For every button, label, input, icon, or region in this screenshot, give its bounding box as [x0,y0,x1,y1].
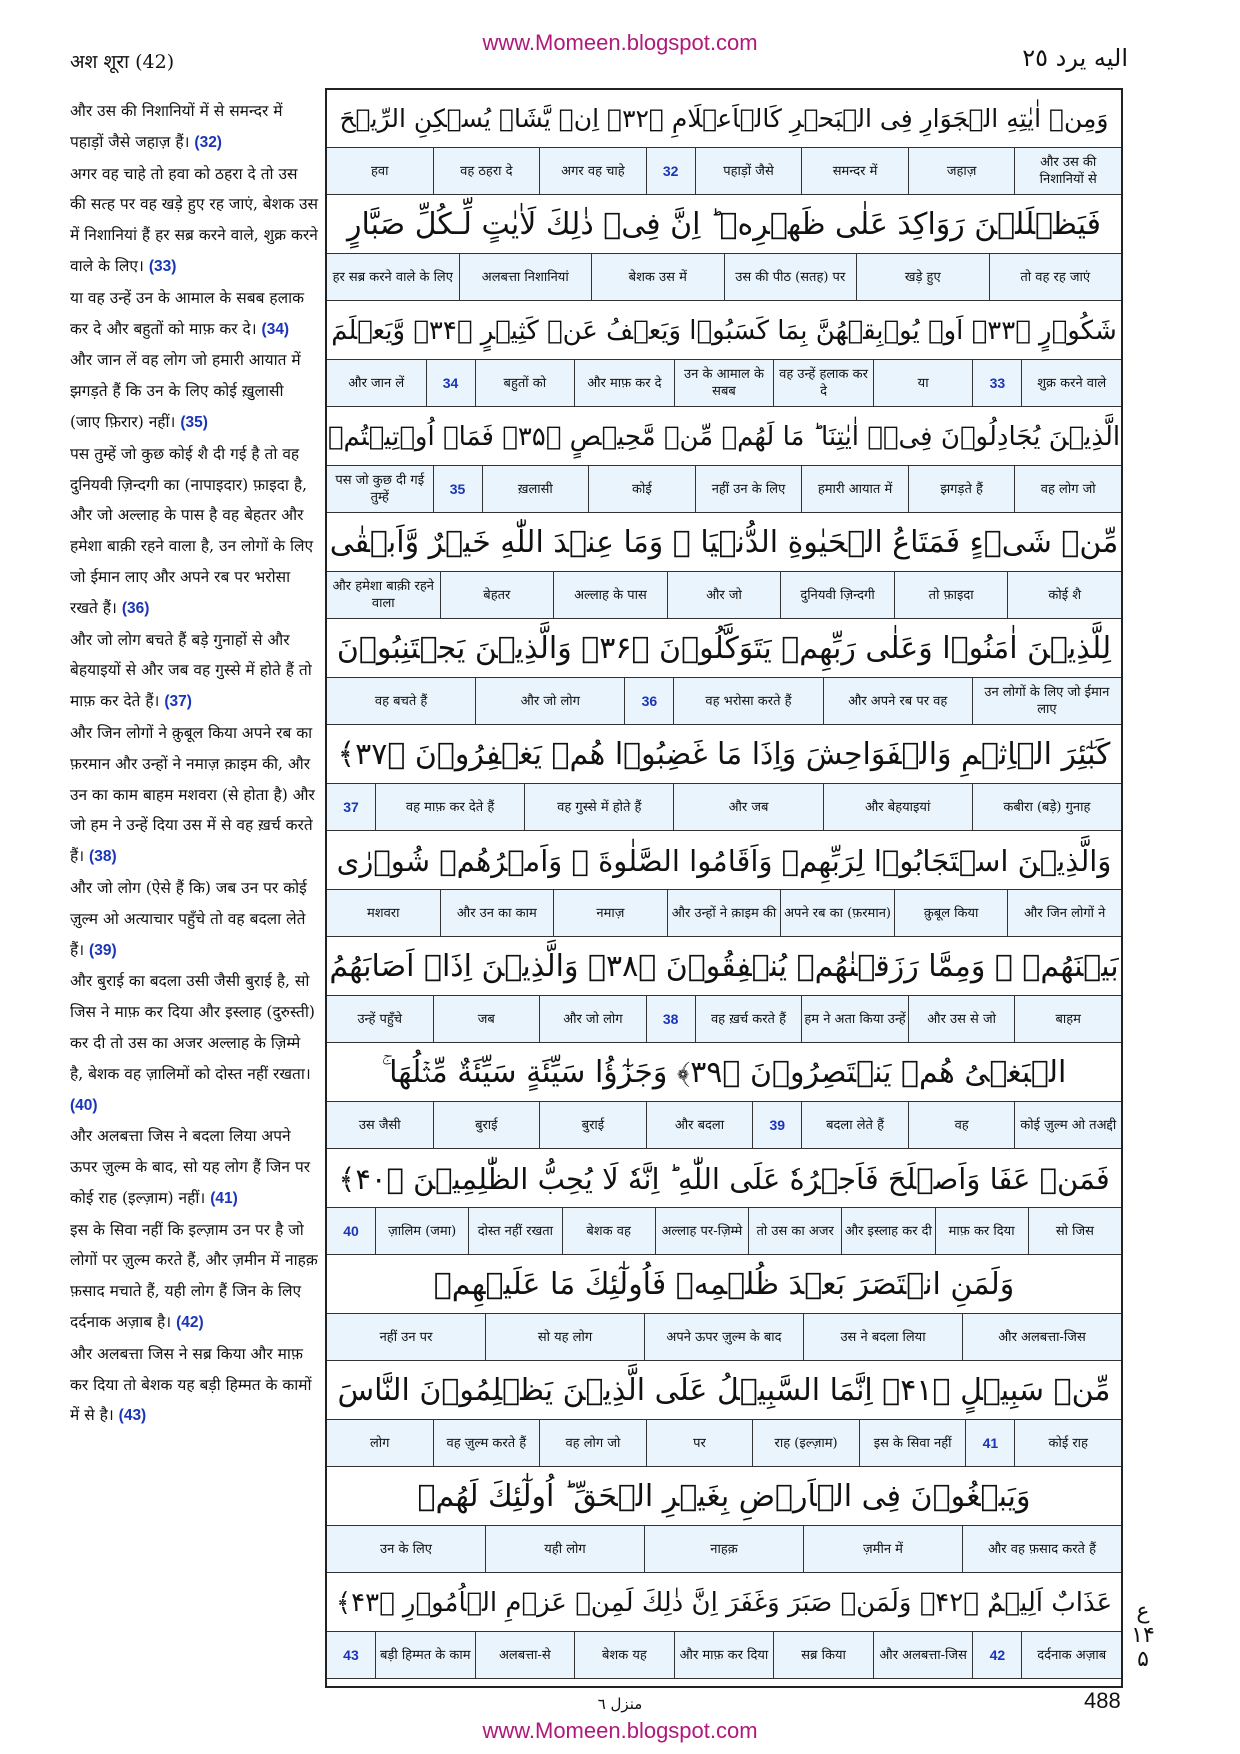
word-translation-row [327,1526,1121,1572]
word-cell: और बेहयाइयां [823,784,972,830]
arabic-line: الَّذِيۡنَ يُجَادِلُوۡنَ فِىۡۤ اٰيٰتِنَا ؕ مَا لَهُمۡ مِّنۡ مَّحِيۡصٍ ﴿۳۵﴾ فَمَاۤ اُوۡتِيۡتُمۡ [327,408,1121,466]
word-cell: हवा [370,163,389,179]
word-cell: नमाज़ [553,890,667,936]
arabic-line: وَالَّذِيۡنَ اسۡتَجَابُوۡا لِرَبِّهِمۡ وَاَقَامُوا الصَّلٰوةَ ۖ وَاَمۡرُهُمۡ شُوۡرٰى [327,832,1121,890]
word-cell: वह उन्हें हलाक कर दे [773,360,873,406]
word-cell: और जिन लोगों ने [1007,890,1121,936]
verse-number-cell: 32 [646,148,695,194]
word-cell: नहीं उन पर [379,1329,433,1345]
word-cell: और अपने रब पर वह [823,678,972,724]
verse-number: (34) [261,320,290,338]
word-cell: लोग [369,1435,390,1451]
word-cell: हम ने अता किया उन्हें [801,996,908,1042]
word-cell: वह ठहरा दे [433,148,540,194]
verse-number-cell: 38 [646,996,695,1042]
translation-paragraph [70,345,318,438]
word-cell: उस ने बदला लिया [803,1314,962,1360]
word-translation-row [327,784,1121,830]
verse-number: (37) [164,693,192,711]
word-cell: उस जैसी [358,1117,401,1133]
word-cell: और उन्हों ने क़ाइम की [667,890,781,936]
word-cell: बेशक वह [562,1208,655,1254]
word-cell: अपने रब का (फ़रमान) [780,890,894,936]
translation-paragraph [70,283,318,346]
word-cell: सब्र किया [773,1632,873,1678]
arabic-line: فَمَنۡ عَفَا وَاَصۡلَحَ فَاَجۡرُهٗ عَلَى اللّٰهِ ؕ اِنَّهٗ لَا يُحِبُّ الظّٰلِمِيۡنَ ﴿۴۰﴾ [327,1150,1121,1208]
word-translation-row [327,254,1121,300]
arabic-line: وَلَمَنِ انۡتَصَرَ بَعۡدَ ظُلۡمِهٖ فَاُولٰٓئِكَ مَا عَلَيۡهِمۡ [327,1256,1121,1314]
word-cell: वह लोग जो [1014,466,1121,512]
word-cell: दर्दनाक अज़ाब [1021,1632,1121,1678]
word-cell: माफ़ कर दिया [935,1208,1028,1254]
verse-number: (33) [148,257,177,275]
word-cell: उन के लिए [380,1541,432,1557]
word-cell: वह भरोसा करते हैं [673,678,822,724]
word-translation-row [327,1102,1121,1148]
word-cell: ज़मीन में [803,1526,962,1572]
verse-block [327,408,1121,513]
translation-text: और जो लोग बचते हैं बड़े गुनाहों से और बेहयाइयों से और जब वह गुस्से में होते हैं तो माफ़ कर देते हैं। [70,630,312,711]
word-cell: वह [908,1102,1015,1148]
word-cell: बहुतों को [475,360,575,406]
header-juz: اليه يرد ٢٥ [1022,44,1128,72]
word-cell: और उस की निशानियों से [1014,148,1121,194]
word-cell: कोई शै [1007,572,1121,618]
verse-number-cell: 39 [752,1102,801,1148]
verse-number-cell: 42 [972,1632,1021,1678]
verse-block [327,1574,1121,1679]
word-cell: अल्लाह के पास [553,572,667,618]
verse-block [327,726,1121,831]
verse-number-cell: 34 [426,360,475,406]
word-translation-row [327,1314,1121,1360]
word-cell: सो जिस [1028,1208,1121,1254]
left-translation-column [70,96,318,1432]
verse-number: (35) [180,413,208,431]
word-cell: और वह फ़साद करते हैं [962,1526,1121,1572]
word-cell: बाहम [1014,996,1121,1042]
verse-number: (42) [176,1314,204,1332]
word-cell: कोई राह [1014,1420,1121,1466]
word-cell: उन लोगों के लिए जो ईमान लाए [972,678,1121,724]
word-translation-row [327,1420,1121,1466]
verse-number: (43) [118,1407,147,1425]
word-cell: बुराई [433,1102,540,1148]
word-cell: और जान लें [348,375,405,391]
arabic-line: الۡبَغۡىُ هُمۡ يَنۡتَصِرُوۡنَ ﴿۳۹﴾ وَجَزٰٓؤُا سَيِّئَةٍ سَيِّئَةٌ مِّثۡلُهَا ۚ [327,1044,1121,1102]
header-surah: अश शूरा (42) [70,51,175,73]
word-cell: वह ज़ुल्म करते हैं [433,1420,540,1466]
translation-paragraph [70,159,318,283]
word-cell: अगर वह चाहे [539,148,646,194]
word-cell: तो उस का अजर [748,1208,841,1254]
word-cell: पहाड़ों जैसे [695,148,802,194]
translation-paragraph [70,1339,318,1432]
verse-number: (32) [194,133,222,151]
word-cell: जहाज़ [908,148,1015,194]
word-cell: हमारी आयात में [801,466,908,512]
word-translation-row [327,678,1121,724]
word-cell: और हमेशा बाक़ी रहने वाला [332,579,434,611]
word-cell: अल्लाह पर-ज़िम्मे [655,1208,748,1254]
word-cell: वह ख़र्च करते हैं [695,996,802,1042]
translation-paragraph [70,625,318,718]
word-cell: और उस से जो [908,996,1015,1042]
translation-text: और अलबत्ता जिस ने बदला लिया अपने ऊपर ज़ुल्म के बाद, सो यह लोग हैं जिन पर कोई राह (इल्ज़ाम) नहीं। [70,1127,311,1207]
verse-number-cell: 43 [343,1646,359,1663]
word-cell: और जो लोग [539,996,646,1042]
translation-paragraph [70,439,318,625]
ruku-side-mark: ع ۱۴ ۵ [1131,1599,1155,1672]
word-cell: उन्हें पहुँचे [357,1011,403,1027]
word-cell: बुराई [539,1102,646,1148]
arabic-line: لِلَّذِيۡنَ اٰمَنُوۡا وَعَلٰى رَبِّهِمۡ يَتَوَكَّلُوۡنَ ﴿۳۶﴾ وَالَّذِيۡنَ يَجۡتَنِبُوۡنَ [327,620,1121,678]
word-cell: पर [646,1420,753,1466]
word-translation-row [327,148,1121,194]
word-cell: कबीरा (बड़े) गुनाह [972,784,1121,830]
word-cell: इस के सिवा नहीं [859,1420,966,1466]
word-cell: मशवरा [366,905,400,921]
word-cell: हर सब्र करने वाले के लिए [332,269,453,285]
word-cell: कोई ज़ुल्म ओ तअद्दी [1014,1102,1121,1148]
verse-block [327,196,1121,301]
verse-block [327,1256,1121,1361]
word-cell: ज़ालिम (जमा) [375,1208,468,1254]
word-cell: जब [433,996,540,1042]
translation-text: और उस की निशानियों में से समन्दर में पहाड़ों जैसे जहाज़ हैं। [70,102,283,151]
word-cell: अपने ऊपर ज़ुल्म के बाद [644,1314,803,1360]
word-cell: झगड़ते हैं [908,466,1015,512]
word-cell: बड़ी हिम्मत के काम [375,1632,475,1678]
footer-url-link[interactable]: www.Momeen.blogspot.com [482,1718,758,1743]
verse-block [327,620,1121,725]
word-cell: और उन का काम [440,890,554,936]
verse-block [327,938,1121,1043]
word-cell: पस जो कुछ दी गई तुम्हें [335,473,425,505]
header-url-link[interactable]: www.Momeen.blogspot.com [482,30,758,55]
arabic-line: شَكُوۡرٍ ﴿۳۳﴾ اَوۡ يُوۡبِقۡهُنَّ بِمَا كَسَبُوۡا وَيَعۡفُ عَنۡ كَثِيۡرٍ ﴿۳۴﴾ وَّيَعۡلَمَ [327,302,1121,360]
word-cell: बेशक उस में [591,254,724,300]
word-cell: अलबत्ता-से [475,1632,575,1678]
translation-paragraph [70,873,318,966]
word-cell: दोस्त नहीं रखता [468,1208,561,1254]
word-cell: बेशक यह [574,1632,674,1678]
word-cell: और अलबत्ता-जिस [962,1314,1121,1360]
verse-block [327,90,1121,195]
footer-manzil: منزل ٦ [597,1695,643,1713]
word-cell: राह (इल्ज़ाम) [752,1420,859,1466]
page-number: 488 [1084,1688,1121,1713]
translation-paragraph [70,966,318,1121]
verse-block [327,1044,1121,1149]
word-translation-row [327,466,1121,512]
translation-text: और जान लें वह लोग जो हमारी आयात में झगड़ते हैं कि उन के लिए कोई ख़ुलासी (जाए फ़िरार) नहीं। [70,351,301,431]
verse-block [327,514,1121,619]
word-cell: कोई [588,466,695,512]
word-cell: उन के आमाल के सबब [674,360,774,406]
verse-block [327,1468,1121,1573]
word-translation-row [327,572,1121,618]
word-cell: और अलबत्ता-जिस [873,1632,973,1678]
arabic-line: وَيَبۡغُوۡنَ فِى الۡاَرۡضِ بِغَيۡرِ الۡحَقِّ ؕ اُولٰٓئِكَ لَهُمۡ [327,1468,1121,1526]
word-cell: उस की पीठ (सतह) पर [724,254,857,300]
verse-number-cell: 41 [965,1420,1014,1466]
translation-paragraph [70,96,318,159]
word-cell: और माफ़ कर दे [574,360,674,406]
verse-block [327,1362,1121,1467]
word-cell: दुनियवी ज़िन्दगी [780,572,894,618]
word-cell: या [873,360,973,406]
translation-paragraph [70,1121,318,1214]
translation-text: इस के सिवा नहीं कि इल्ज़ाम उन पर है जो लोगों पर ज़ुल्म करते हैं, और ज़मीन में नाहक़ फ़साद मचाते हैं, यही लोग हैं जिन के लिए दर्दनाक अज़ाब है। [70,1220,318,1332]
verse-number-cell: 33 [972,360,1021,406]
word-cell: खड़े हुए [856,254,989,300]
arabic-line: وَمِنۡ اٰيٰتِهِ الۡجَوَارِ فِى الۡبَحۡرِ كَالۡاَعۡلَامِ ﴿۳۲﴾ اِنۡ يَّشَاۡ يُسۡكِنِ الرِّيۡحَ [327,90,1121,148]
verse-block [327,832,1121,937]
word-cell: नाहक़ [644,1526,803,1572]
word-cell: समन्दर में [801,148,908,194]
verse-number-cell: 35 [433,466,482,512]
word-cell: और इस्लाह कर दी [841,1208,934,1254]
word-cell: सो यह लोग [485,1314,644,1360]
word-cell: अलबत्ता निशानियां [459,254,592,300]
arabic-line: مِّنۡ شَىۡءٍ فَمَتَاعُ الۡحَيٰوةِ الدُّنۡيَا ۚ وَمَا عِنۡدَ اللّٰهِ خَيۡرٌ وَّاَبۡقٰى [327,514,1121,572]
word-cell: और माफ़ कर दिया [674,1632,774,1678]
word-translation-row [327,360,1121,406]
word-cell: और जो लोग [475,678,624,724]
word-cell: नहीं उन के लिए [695,466,802,512]
word-cell: वह माफ़ कर देते हैं [375,784,524,830]
word-cell: ख़लासी [482,466,589,512]
word-cell: वह बचते हैं [374,693,428,709]
verse-number: (40) [70,1096,98,1114]
arabic-line: كَبٰٓئِرَ الۡاِثۡمِ وَالۡفَوَاحِشَ وَاِذَا مَا غَضِبُوۡا هُمۡ يَغۡفِرُوۡنَ ﴿۳۷﴾ [327,726,1121,784]
word-cell: यही लोग [485,1526,644,1572]
arabic-line: مِّنۡ سَبِيۡلٍ ﴿۴۱﴾ اِنَّمَا السَّبِيۡلُ عَلَى الَّذِيۡنَ يَظۡلِمُوۡنَ النَّاسَ [327,1362,1121,1420]
translation-text: अगर वह चाहे तो हवा को ठहरा दे तो उस की सत्ह पर वह खड़े हुए रह जाएं, बेशक उस में निशानियां हैं हर सब्र करने वाले, शुक्र करने वाले के लिए। [70,164,318,275]
word-cell: वह गुस्से में होते हैं [524,784,673,830]
verse-number-cell: 40 [343,1222,359,1239]
verse-number-cell: 36 [624,678,673,724]
verse-number: (36) [121,599,150,617]
word-cell: और बदला [646,1102,753,1148]
translation-paragraph [70,718,318,873]
translation-text: और जो लोग (ऐसे हैं कि) जब उन पर कोई ज़ुल्म ओ अत्याचार पहुँचे तो वह बदला लेते हैं। [70,878,307,959]
translation-text: या वह उन्हें उन के आमाल के सबब हलाक कर दे और बहुतों को माफ़ कर दे। [70,288,305,338]
translation-text: और अलबत्ता जिस ने सब्र किया और माफ़ कर दिया तो बेशक यह बड़ी हिम्मत के कामों में से है। [70,1344,312,1425]
word-cell: शुक्र करने वाले [1021,360,1121,406]
verse-number: (41) [210,1189,238,1207]
arabic-line: بَيۡنَهُمۡ ۖ وَمِمَّا رَزَقۡنٰهُمۡ يُنۡفِقُوۡنَ ﴿۳۸﴾ وَالَّذِيۡنَ اِذَاۤ اَصَابَهُمُ [327,938,1121,996]
verse-number: (39) [89,941,117,959]
translation-text: और जिन लोगों ने क़ुबूल किया अपने रब का फ़रमान और उन्हों ने नमाज़ क़ाइम की, और उन का काम बाहम मशवरा (से होता है) और जो हम ने उन्हें दिया उस में से वह ख़र्च करते हैं। [70,723,315,866]
translation-paragraph [70,1215,318,1339]
verse-number-cell: 37 [343,798,359,815]
word-cell: वह लोग जो [539,1420,646,1466]
verse-block [327,1150,1121,1255]
word-cell: क़ुबूल किया [894,890,1008,936]
verse-block [327,302,1121,407]
word-translation-row [327,1632,1121,1678]
word-translation-row [327,890,1121,936]
word-translation-row [327,996,1121,1042]
arabic-line: عَذَابٌ اَلِيۡمٌ ﴿۴۲﴾ وَلَمَنۡ صَبَرَ وَغَفَرَ اِنَّ ذٰلِكَ لَمِنۡ عَزۡمِ الۡاُمُوۡرِ ﴿۴۳﴾ [327,1574,1121,1632]
word-cell: तो वह रह जाएं [989,254,1122,300]
word-cell: बेहतर [440,572,554,618]
word-cell: और जब [673,784,822,830]
arabic-line: فَيَظۡلَلۡنَ رَوَاكِدَ عَلٰى ظَهۡرِهٖ ؕ اِنَّ فِىۡ ذٰلِكَ لَاٰيٰتٍ لِّـكُلِّ صَبَّارٍ [327,196,1121,254]
verse-number: (38) [89,848,117,866]
word-cell: तो फ़ाइदा [894,572,1008,618]
word-cell: बदला लेते हैं [801,1102,908,1148]
translation-text: और बुराई का बदला उसी जैसी बुराई है, सो जिस ने माफ़ कर दिया और इस्लाह (दुरुस्ती) कर दी तो उस का अजर अल्लाह के ज़िम्मे है, बेशक वह ज़ालिमों को दोस्त नहीं रखता। [70,972,315,1083]
word-cell: और जो [667,572,781,618]
translation-text: पस तुम्हें जो कुछ कोई शै दी गई है तो वह दुनियवी ज़िन्दगी का (नापाइदार) फ़ाइदा है, और जो अल्लाह के पास है वह बेहतर और हमेशा बाक़ी रहने वाला है, उन लोगों के लिए जो ईमान लाए और अपने रब पर भरोसा रखते हैं। [70,444,314,617]
word-translation-row [327,1208,1121,1254]
